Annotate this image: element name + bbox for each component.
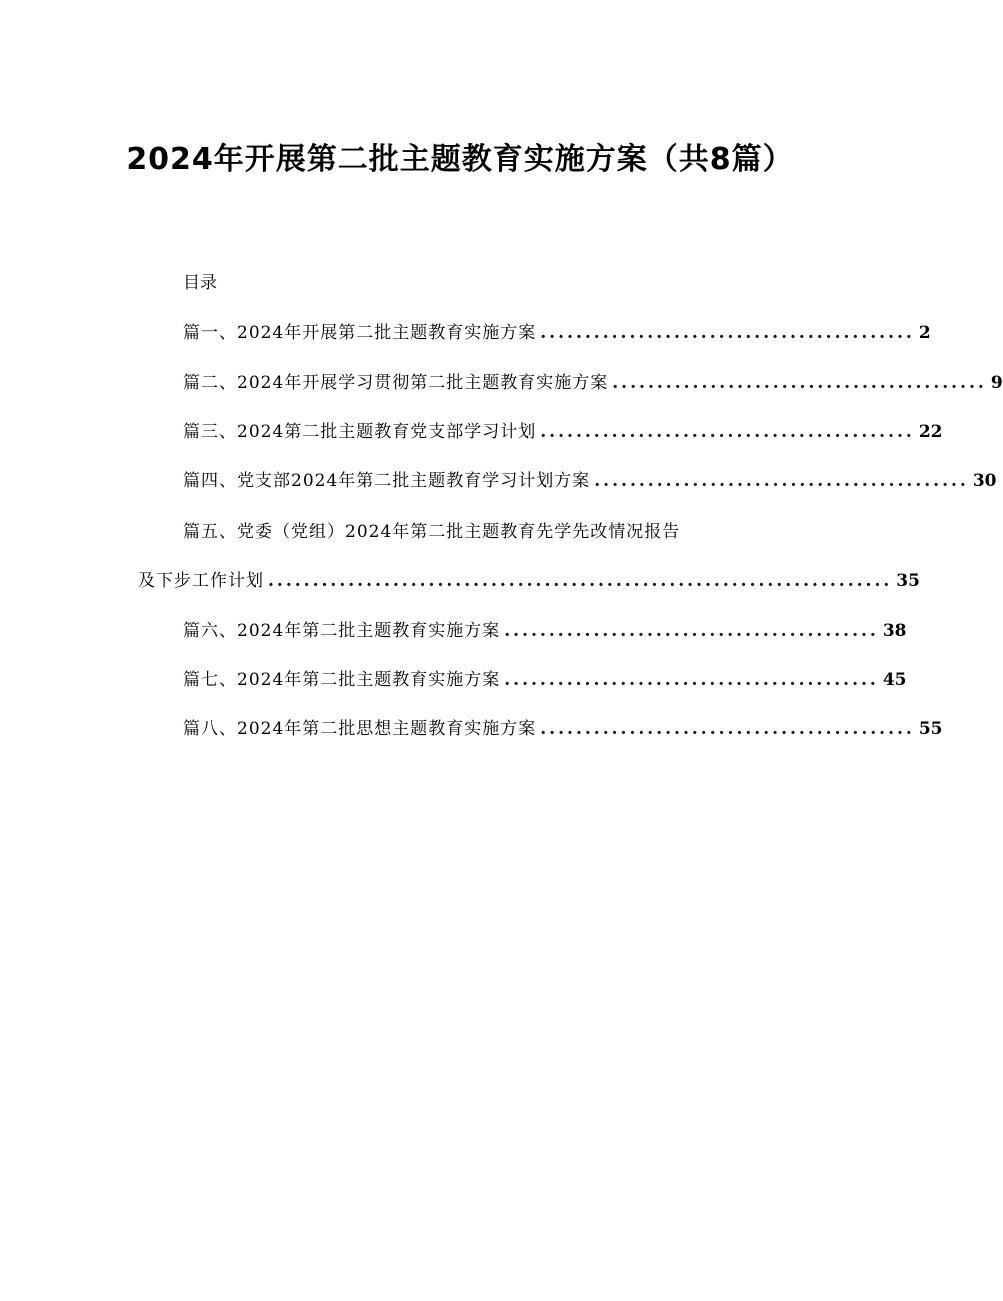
toc-entry-title: 篇二、2024年开展学习贯彻第二批主题教育实施方案 <box>183 373 609 393</box>
toc-entry[interactable] <box>183 667 907 693</box>
toc-entry[interactable] <box>183 419 943 445</box>
toc-page-number: 2 <box>918 323 931 343</box>
toc-leader-dots: .......................................... <box>504 670 879 690</box>
toc-entry-title: 及下步工作计划 <box>138 571 264 591</box>
toc-page-number: 30 <box>972 471 997 491</box>
toc-entry-title[interactable]: 篇五、党委（党组）2024年第二批主题教育先学先改情况报告 <box>183 522 681 542</box>
toc-page-number: 38 <box>882 621 907 641</box>
toc-entry[interactable] <box>183 618 907 644</box>
toc-leader-dots: .......................................... <box>594 471 969 491</box>
toc-leader-dots: .......................................... <box>540 422 915 442</box>
toc-leader-dots: .......................................... <box>540 719 915 739</box>
document-title: 2024年开展第二批主题教育实施方案（共8篇） <box>126 142 794 177</box>
toc-leader-dots: .......................................... <box>612 373 987 393</box>
toc-entry[interactable] <box>138 568 920 594</box>
toc-entry[interactable] <box>183 370 1003 396</box>
toc-entry-title: 篇六、2024年第二批主题教育实施方案 <box>183 621 501 641</box>
toc-page-number: 22 <box>918 422 943 442</box>
toc-page-number: 45 <box>882 670 907 690</box>
toc-entry-title: 篇一、2024年开展第二批主题教育实施方案 <box>183 323 537 343</box>
toc-entry[interactable] <box>183 716 943 742</box>
toc-page-number: 9 <box>990 373 1003 393</box>
toc-page-number: 35 <box>896 571 920 591</box>
toc-heading: 目录 <box>183 273 217 293</box>
toc-leader-dots: .......................................... <box>504 621 879 641</box>
toc-page-number: 55 <box>918 719 943 739</box>
toc-leader-dots: ...................................................................... <box>268 571 893 591</box>
toc-leader-dots: .......................................... <box>540 323 915 343</box>
toc-entry[interactable] <box>183 468 997 494</box>
toc-entry[interactable] <box>183 320 931 346</box>
toc-entry-title: 篇八、2024年第二批思想主题教育实施方案 <box>183 719 537 739</box>
toc-entry-title: 篇七、2024年第二批主题教育实施方案 <box>183 670 501 690</box>
toc-entry-title: 篇四、党支部2024年第二批主题教育学习计划方案 <box>183 471 591 491</box>
toc-entry-title: 篇三、2024第二批主题教育党支部学习计划 <box>183 422 537 442</box>
